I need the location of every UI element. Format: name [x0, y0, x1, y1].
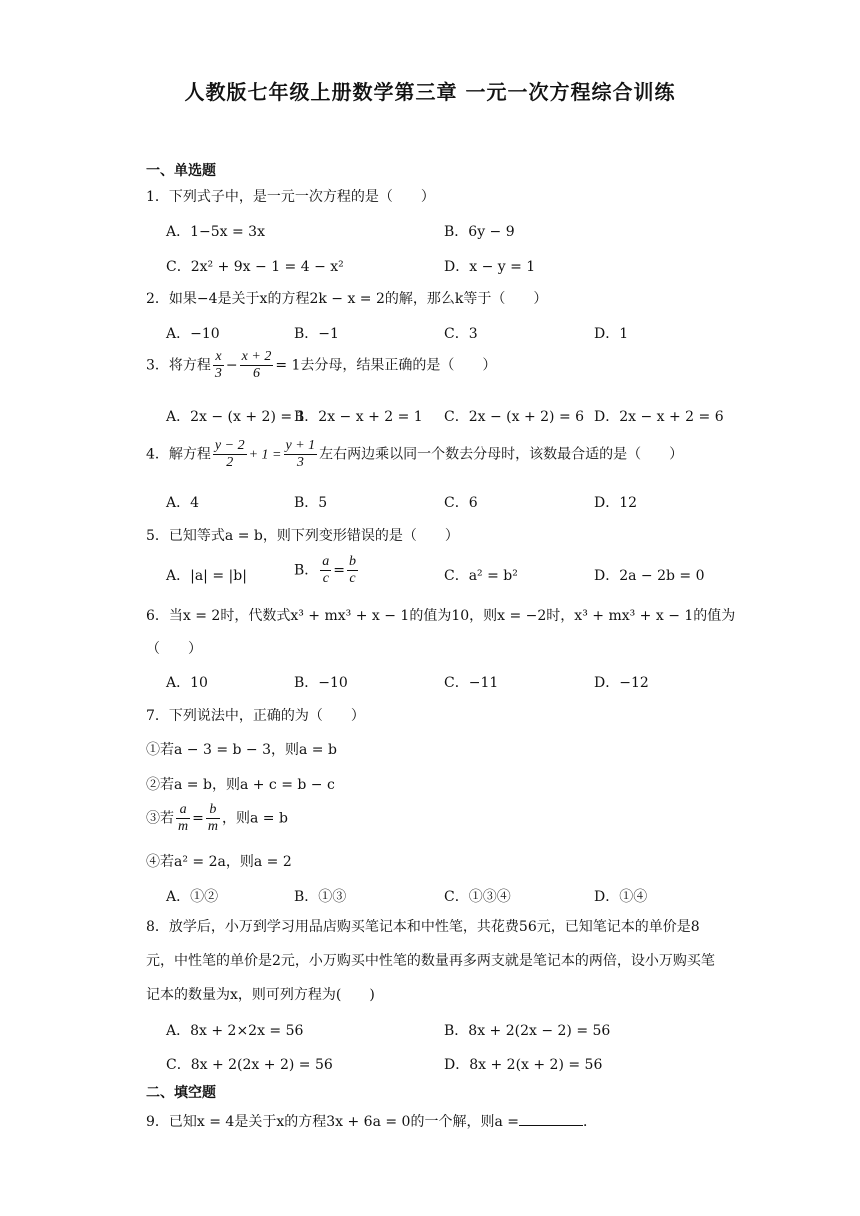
question-4-stem-pre: 4．解方程 — [146, 446, 211, 463]
question-4-option-d: D．12 — [594, 495, 638, 511]
question-6-option-c: C．−11 — [444, 675, 499, 691]
question-4-option-b: B．5 — [294, 495, 328, 511]
question-4-option-a: A．4 — [166, 495, 200, 511]
question-7-option-d: D．①④ — [594, 889, 648, 905]
question-1-option-c: C．2x² + 9x − 1 = 4 − x² — [166, 259, 344, 275]
answer-blank[interactable] — [519, 1113, 583, 1126]
question-7-option-a: A．①② — [166, 889, 219, 905]
section-fill-blank: 二、填空题 — [146, 1085, 216, 1101]
question-6-option-b: B．−10 — [294, 675, 348, 691]
question-4-stem: 4．解方程 $\frac{y - 2}{2}$ + 1 = $\frac{y + 1}{3}$ 左右两边乘以同一个数去分母时，该数最合适的是（ ） — [146, 438, 684, 470]
question-8-option-b: B．8x + 2(2x − 2) = 56 — [444, 1023, 611, 1039]
question-7-option-c: C．①③④ — [444, 889, 511, 905]
question-2-option-a: A．−10 — [166, 326, 220, 342]
question-3-option-c: C．2x − (x + 2) = 6 — [444, 409, 585, 425]
question-1-option-d: D．x − y = 1 — [444, 259, 536, 275]
question-7-statement-3: ③若 $\frac{a}{m}$ = $\frac{b}{m}$ ，则a = b — [146, 802, 288, 834]
question-6-stem: 6．当x = 2时，代数式x³ + mx³ + x − 1的值为10，则x = −2时，x³ + mx³ + x − 1的值为 — [146, 608, 736, 624]
question-3-fraction-1: $\frac{x}{3}$ — [214, 349, 222, 381]
question-4-option-c: C．6 — [444, 495, 478, 511]
question-8-option-d: D．8x + 2(x + 2) = 56 — [444, 1057, 603, 1073]
question-3-stem: 3．将方程 $\frac{x}{3}$ − $\frac{x + 2}{6}$ = 1去分母，结果正确的是（ ） — [146, 349, 497, 381]
question-3-option-a: A．2x − (x + 2) = 1 — [166, 409, 306, 425]
question-1-stem: 1．下列式子中，是一元一次方程的是（ ） — [146, 189, 435, 205]
question-1-option-a: A．1−5x = 3x — [166, 224, 265, 240]
question-5-option-b: B． $\frac{a}{c}$ = $\frac{b}{c}$ — [294, 554, 357, 586]
question-7-statement-2: ②若a = b，则a + c = b − c — [146, 777, 335, 793]
question-2-option-b: B．−1 — [294, 326, 339, 342]
question-3-option-d: D．2x − x + 2 = 6 — [594, 409, 724, 425]
question-8-option-c: C．8x + 2(2x + 2) = 56 — [166, 1057, 333, 1073]
question-7-stem: 7．下列说法中，正确的为（ ） — [146, 708, 365, 724]
section-single-choice: 一、单选题 — [146, 163, 216, 179]
question-3-option-b: B．2x − x + 2 = 1 — [294, 409, 423, 425]
question-4-fraction-2: $\frac{y + 1}{3}$ — [285, 438, 316, 470]
question-3-stem-post: = 1去分母，结果正确的是（ ） — [275, 357, 497, 374]
question-6-option-d: D．−12 — [594, 675, 649, 691]
question-8-stem: 8．放学后，小万到学习用品店购买笔记本和中性笔，共花费56元，已知笔记本的单价是8元，中性笔的单价是2元，小万购买中性笔的数量再多两支就是笔记本的两倍，设小万购买笔记本的数量为x，则可列方程为( ) — [146, 919, 715, 1003]
question-5-stem: 5．已知等式a = b，则下列变形错误的是（ ） — [146, 528, 459, 544]
question-2-option-d: D．1 — [594, 326, 629, 342]
question-2-option-c: C．3 — [444, 326, 478, 342]
question-7-option-b: B．①③ — [294, 889, 347, 905]
question-6-option-a: A．10 — [166, 675, 208, 691]
question-1-option-b: B．6y − 9 — [444, 224, 515, 240]
question-5-option-a: A．|a| = |b| — [166, 568, 247, 584]
question-5-option-d: D．2a − 2b = 0 — [594, 568, 705, 584]
question-9-stem: 9．已知x = 4是关于x的方程3x + 6a = 0的一个解，则a = ． — [146, 1114, 597, 1130]
question-4-stem-post: 左右两边乘以同一个数去分母时，该数最合适的是（ ） — [319, 446, 684, 463]
question-6-paren: （ ） — [146, 641, 202, 657]
question-3-stem-pre: 3．将方程 — [146, 357, 211, 374]
question-5-option-c: C．a² = b² — [444, 568, 518, 584]
question-8-option-a: A．8x + 2×2x = 56 — [166, 1023, 304, 1039]
question-7-statement-1: ①若a − 3 = b − 3，则a = b — [146, 742, 337, 758]
question-4-fraction-1: $\frac{y - 2}{2}$ — [214, 438, 245, 470]
question-2-stem: 2．如果−4是关于x的方程2k − x = 2的解，那么k等于（ ） — [146, 291, 548, 307]
question-3-fraction-2: $\frac{x + 2}{6}$ — [241, 349, 272, 381]
page-title: 人教版七年级上册数学第三章 一元一次方程综合训练 — [184, 80, 676, 104]
question-7-statement-4: ④若a² = 2a，则a = 2 — [146, 854, 292, 870]
